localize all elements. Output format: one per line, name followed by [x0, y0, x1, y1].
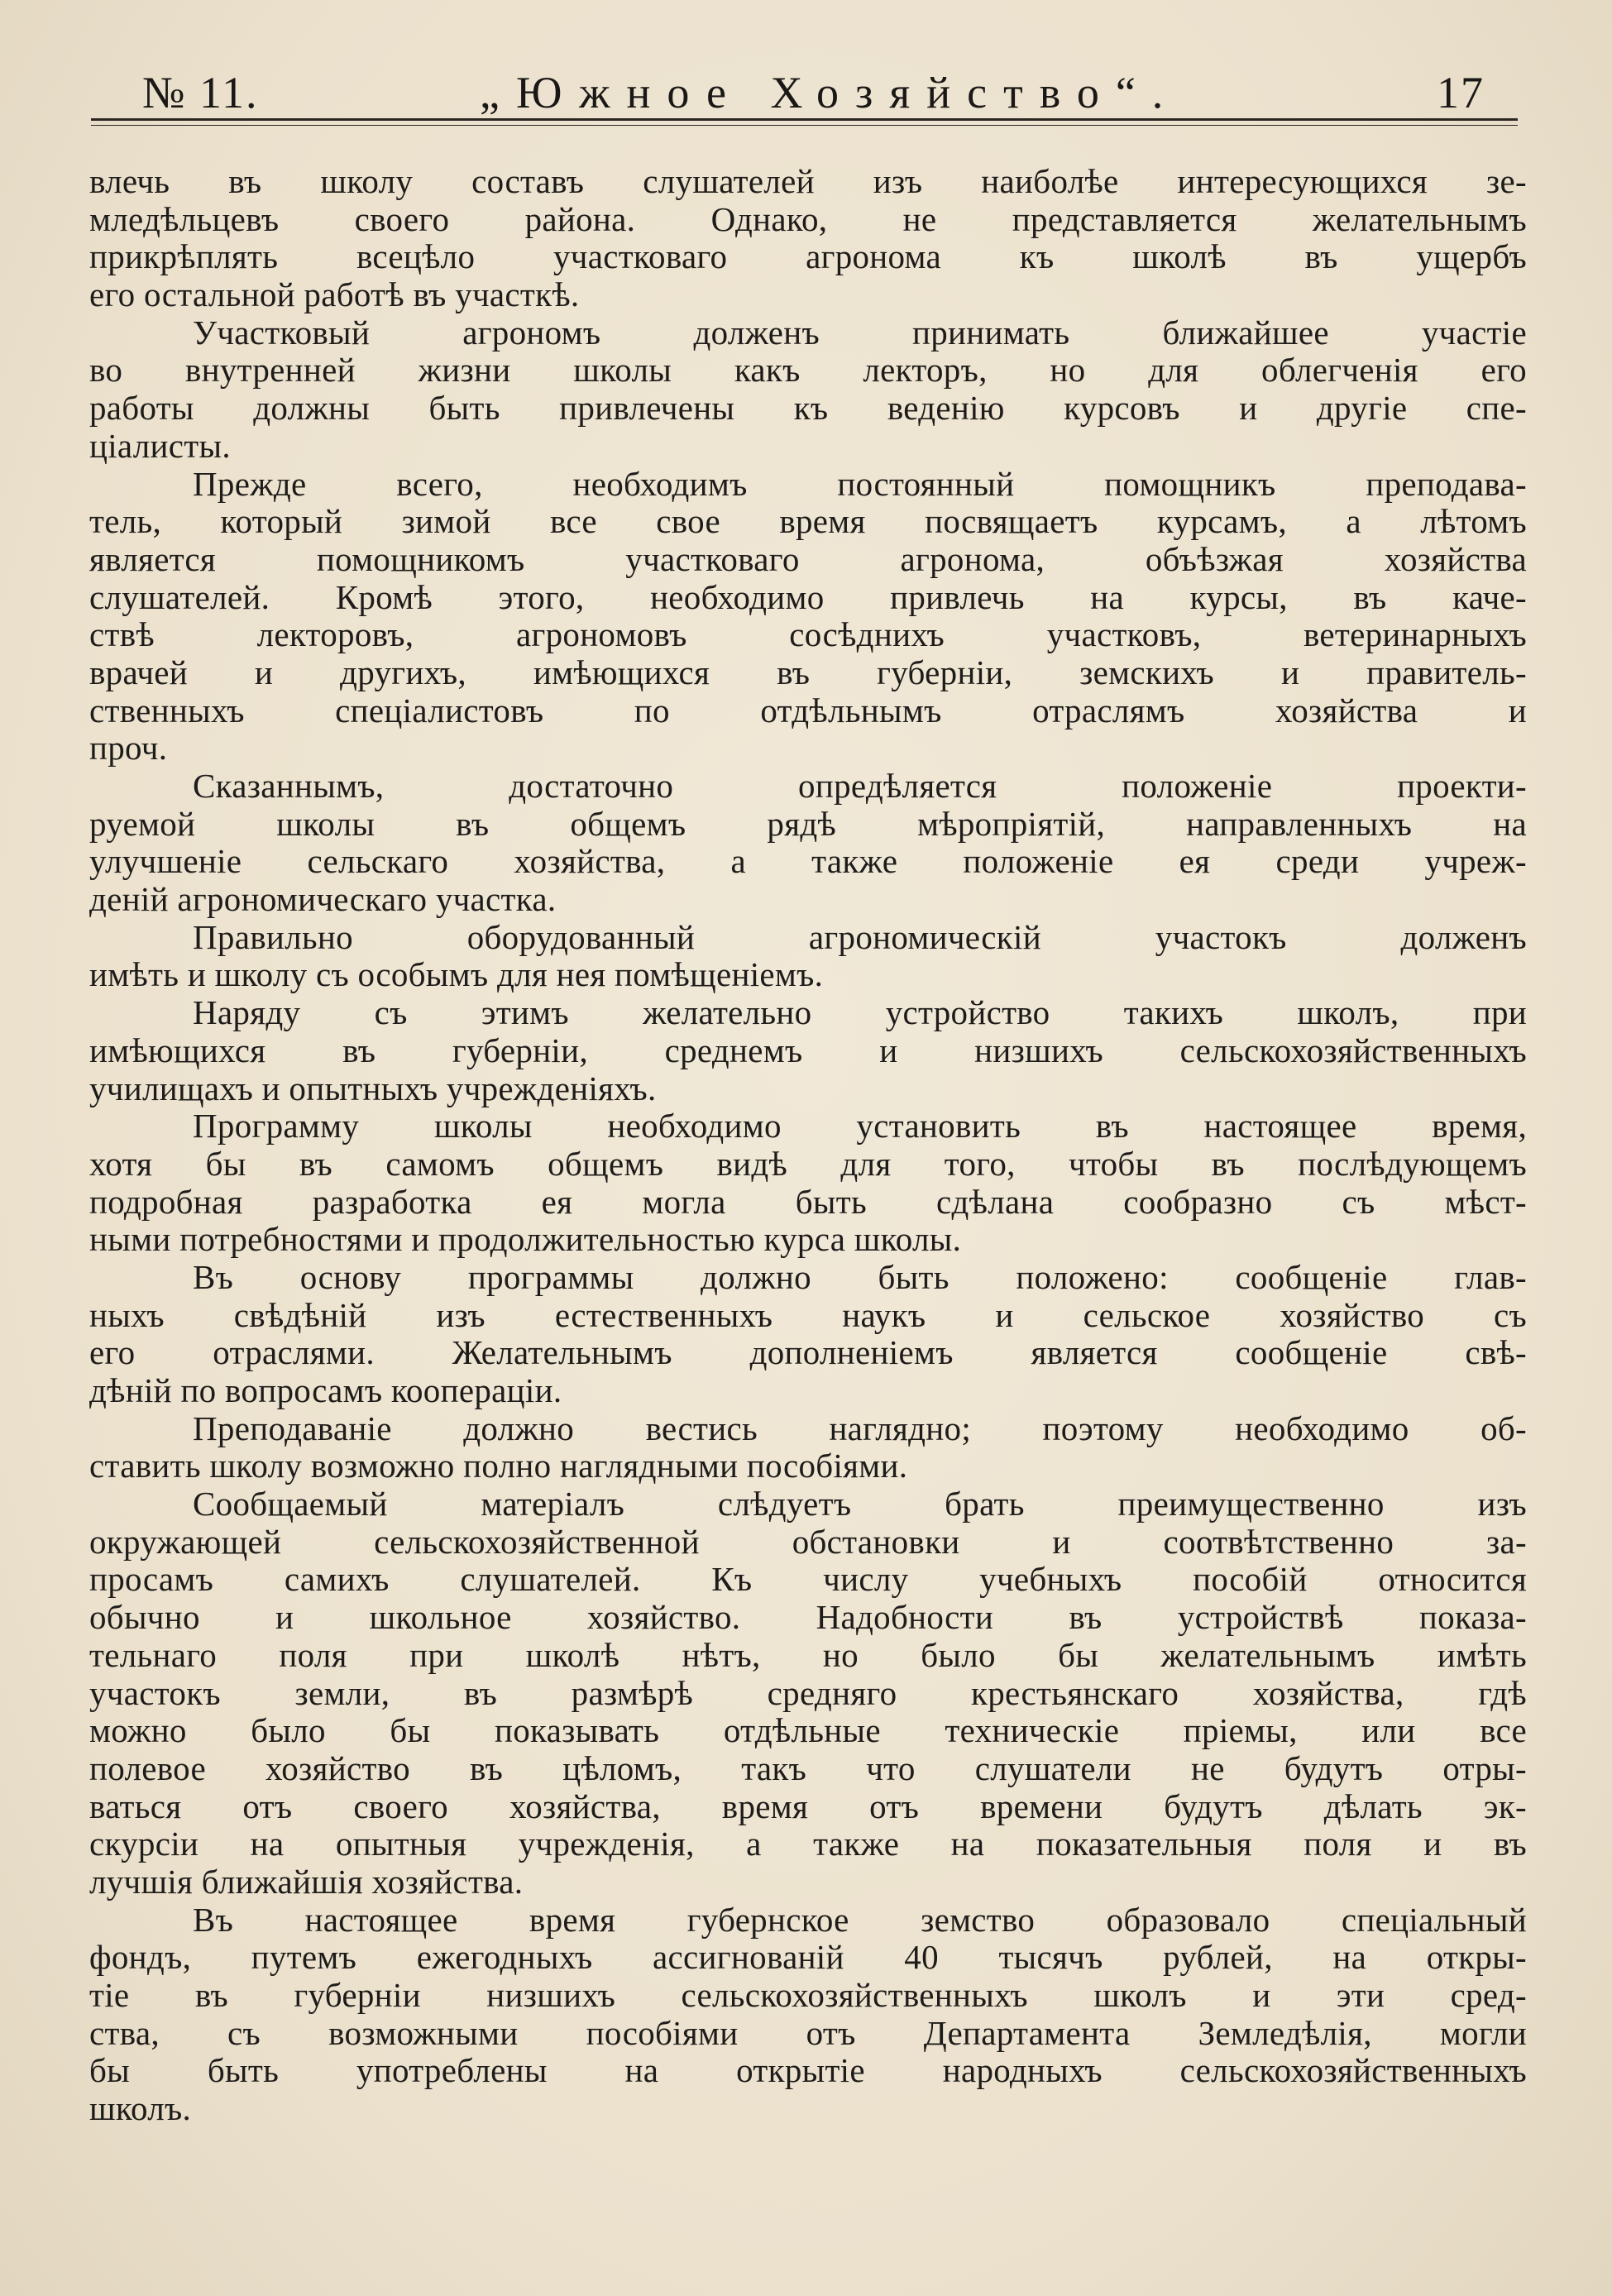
journal-title: „Южное Хозяйство“.: [480, 68, 1180, 117]
text-line: Въ основу программы должно быть положено: сообщеніе глав-: [193, 1258, 1527, 1296]
text-line: врачей и другихъ, имѣющихся въ губерніи, земскихъ и правитель-: [89, 653, 1527, 691]
text-line: лучшія ближайшія хозяйства.: [89, 1863, 524, 1901]
paragraph: [89, 163, 1527, 314]
text-line: прикрѣплять всецѣло участковаго агронома къ школѣ въ ущербъ: [89, 238, 1527, 276]
paragraph: [89, 1259, 1527, 1410]
text-line: хотя бы въ самомъ общемъ видѣ для того, чтобы въ послѣдующемъ: [89, 1145, 1527, 1183]
text-line: слушателей. Кромѣ этого, необходимо привлечь на курсы, въ каче-: [89, 578, 1527, 616]
text-line: руемой школы въ общемъ рядѣ мѣропріятій, направленныхъ на: [89, 805, 1527, 843]
text-line: Программу школы необходимо установить въ настоящее время,: [193, 1107, 1527, 1146]
text-line: улучшеніе сельскаго хозяйства, а также положеніе ея среди учреж-: [89, 843, 1527, 881]
text-line: ными потребностями и продолжительностью курса школы.: [89, 1221, 962, 1259]
text-line: имѣть и школу съ особымъ для нея помѣщеніемъ.: [89, 956, 824, 994]
paragraph: [89, 1901, 1527, 2128]
text-line: Участковый агрономъ долженъ принимать ближайшее участіе: [193, 313, 1527, 352]
text-line: проч.: [89, 729, 168, 768]
text-line: его остальной работѣ въ участкѣ.: [89, 276, 580, 314]
text-line: Прежде всего, необходимъ постоянный помощникъ преподава-: [193, 465, 1527, 503]
body-text: [89, 163, 1527, 2128]
text-line: ства, съ возможными пособіями отъ Департамента Земледѣлія, могли: [89, 2014, 1527, 2052]
text-line: имѣющихся въ губерніи, среднемъ и низшихъ сельскохозяйственныхъ: [89, 1031, 1527, 1069]
text-line: полевое хозяйство въ цѣломъ, такъ что слушатели не будутъ отры-: [89, 1749, 1527, 1787]
text-line: бы быть употреблены на открытіе народныхъ сельскохозяйственныхъ: [89, 2052, 1527, 2090]
paragraph: [89, 994, 1527, 1107]
text-line: можно было бы показывать отдѣльные техническіе пріемы, или все: [89, 1712, 1527, 1750]
text-line: Преподаваніе должно вестись наглядно; поэтому необходимо об-: [193, 1409, 1527, 1447]
text-line: ственныхъ спеціалистовъ по отдѣльнымъ отраслямъ хозяйства и: [89, 691, 1527, 729]
text-line: дѣній по вопросамъ коопераціи.: [89, 1372, 562, 1409]
text-line: деній агрономическаго участка.: [89, 881, 557, 919]
text-line: тель, который зимой все свое время посвящаетъ курсамъ, а лѣтомъ: [89, 503, 1527, 541]
text-line: училищахъ и опытныхъ учрежденіяхъ.: [89, 1069, 657, 1107]
text-line: Сказаннымъ, достаточно опредѣляется положеніе проекти-: [193, 768, 1527, 805]
paragraph: [89, 466, 1527, 768]
text-line: влечь въ школу составъ слушателей изъ наиболѣе интересующихся зе-: [89, 163, 1527, 200]
text-line: ствѣ лекторовъ, агрономовъ сосѣднихъ участковъ, ветеринарныхъ: [89, 616, 1527, 654]
issue-number: № 11.: [142, 68, 259, 117]
text-line: фондъ, путемъ ежегодныхъ ассигнованій 40 тысячъ рублей, на откры-: [89, 1939, 1527, 1977]
header-rule-thin: [91, 125, 1518, 126]
text-line: ныхъ свѣдѣній изъ естественныхъ наукъ и сельское хозяйство съ: [89, 1296, 1527, 1334]
page-header: [91, 60, 1518, 126]
text-line: его отраслями. Желательнымъ дополненіемъ является сообщеніе свѣ-: [89, 1334, 1527, 1372]
page-number: 17: [1437, 68, 1485, 117]
text-line: обычно и школьное хозяйство. Надобности въ устройствѣ показа-: [89, 1599, 1527, 1637]
paragraph: [89, 919, 1527, 994]
text-line: работы должны быть привлечены къ веденію курсовъ и другіе спе-: [89, 390, 1527, 428]
paragraph: [89, 314, 1527, 466]
text-line: школъ.: [89, 2090, 192, 2128]
text-line: окружающей сельскохозяйственной обстановки и соотвѣтственно за-: [89, 1523, 1527, 1561]
text-line: тельнаго поля при школѣ нѣтъ, но было бы желательнымъ имѣть: [89, 1636, 1527, 1674]
text-line: во внутренней жизни школы какъ лекторъ, но для облегченія его: [89, 352, 1527, 390]
text-line: скурсіи на опытныя учрежденія, а также на показательныя поля и въ: [89, 1825, 1527, 1863]
text-line: является помощникомъ участковаго агронома, объѣзжая хозяйства: [89, 540, 1527, 578]
text-line: мледѣльцевъ своего района. Однако, не представляется желательнымъ: [89, 200, 1527, 238]
paragraph: [89, 1107, 1527, 1259]
text-line: Въ настоящее время губернское земство образовало спеціальный: [193, 1901, 1527, 1939]
paragraph: [89, 1485, 1527, 1901]
header-rule: [91, 118, 1518, 121]
text-line: подробная разработка ея могла быть сдѣлана сообразно съ мѣст-: [89, 1183, 1527, 1221]
text-line: участокъ земли, въ размѣрѣ средняго крестьянскаго хозяйства, гдѣ: [89, 1674, 1527, 1712]
text-line: ставить школу возможно полно наглядными пособіями.: [89, 1447, 908, 1485]
paragraph: [89, 768, 1527, 919]
paragraph: [89, 1410, 1527, 1485]
text-line: тіе въ губерніи низшихъ сельскохозяйственныхъ школъ и эти сред-: [89, 1977, 1527, 2014]
text-line: ваться отъ своего хозяйства, время отъ времени будутъ дѣлать эк-: [89, 1787, 1527, 1825]
text-line: Сообщаемый матеріалъ слѣдуетъ брать преимущественно изъ: [193, 1485, 1527, 1523]
text-line: Наряду съ этимъ желательно устройство такихъ школъ, при: [193, 994, 1527, 1032]
text-line: просамъ самихъ слушателей. Къ числу учебныхъ пособій относится: [89, 1561, 1527, 1599]
text-line: ціалисты.: [89, 427, 231, 465]
text-line: Правильно оборудованный агрономическій участокъ долженъ: [193, 918, 1527, 956]
